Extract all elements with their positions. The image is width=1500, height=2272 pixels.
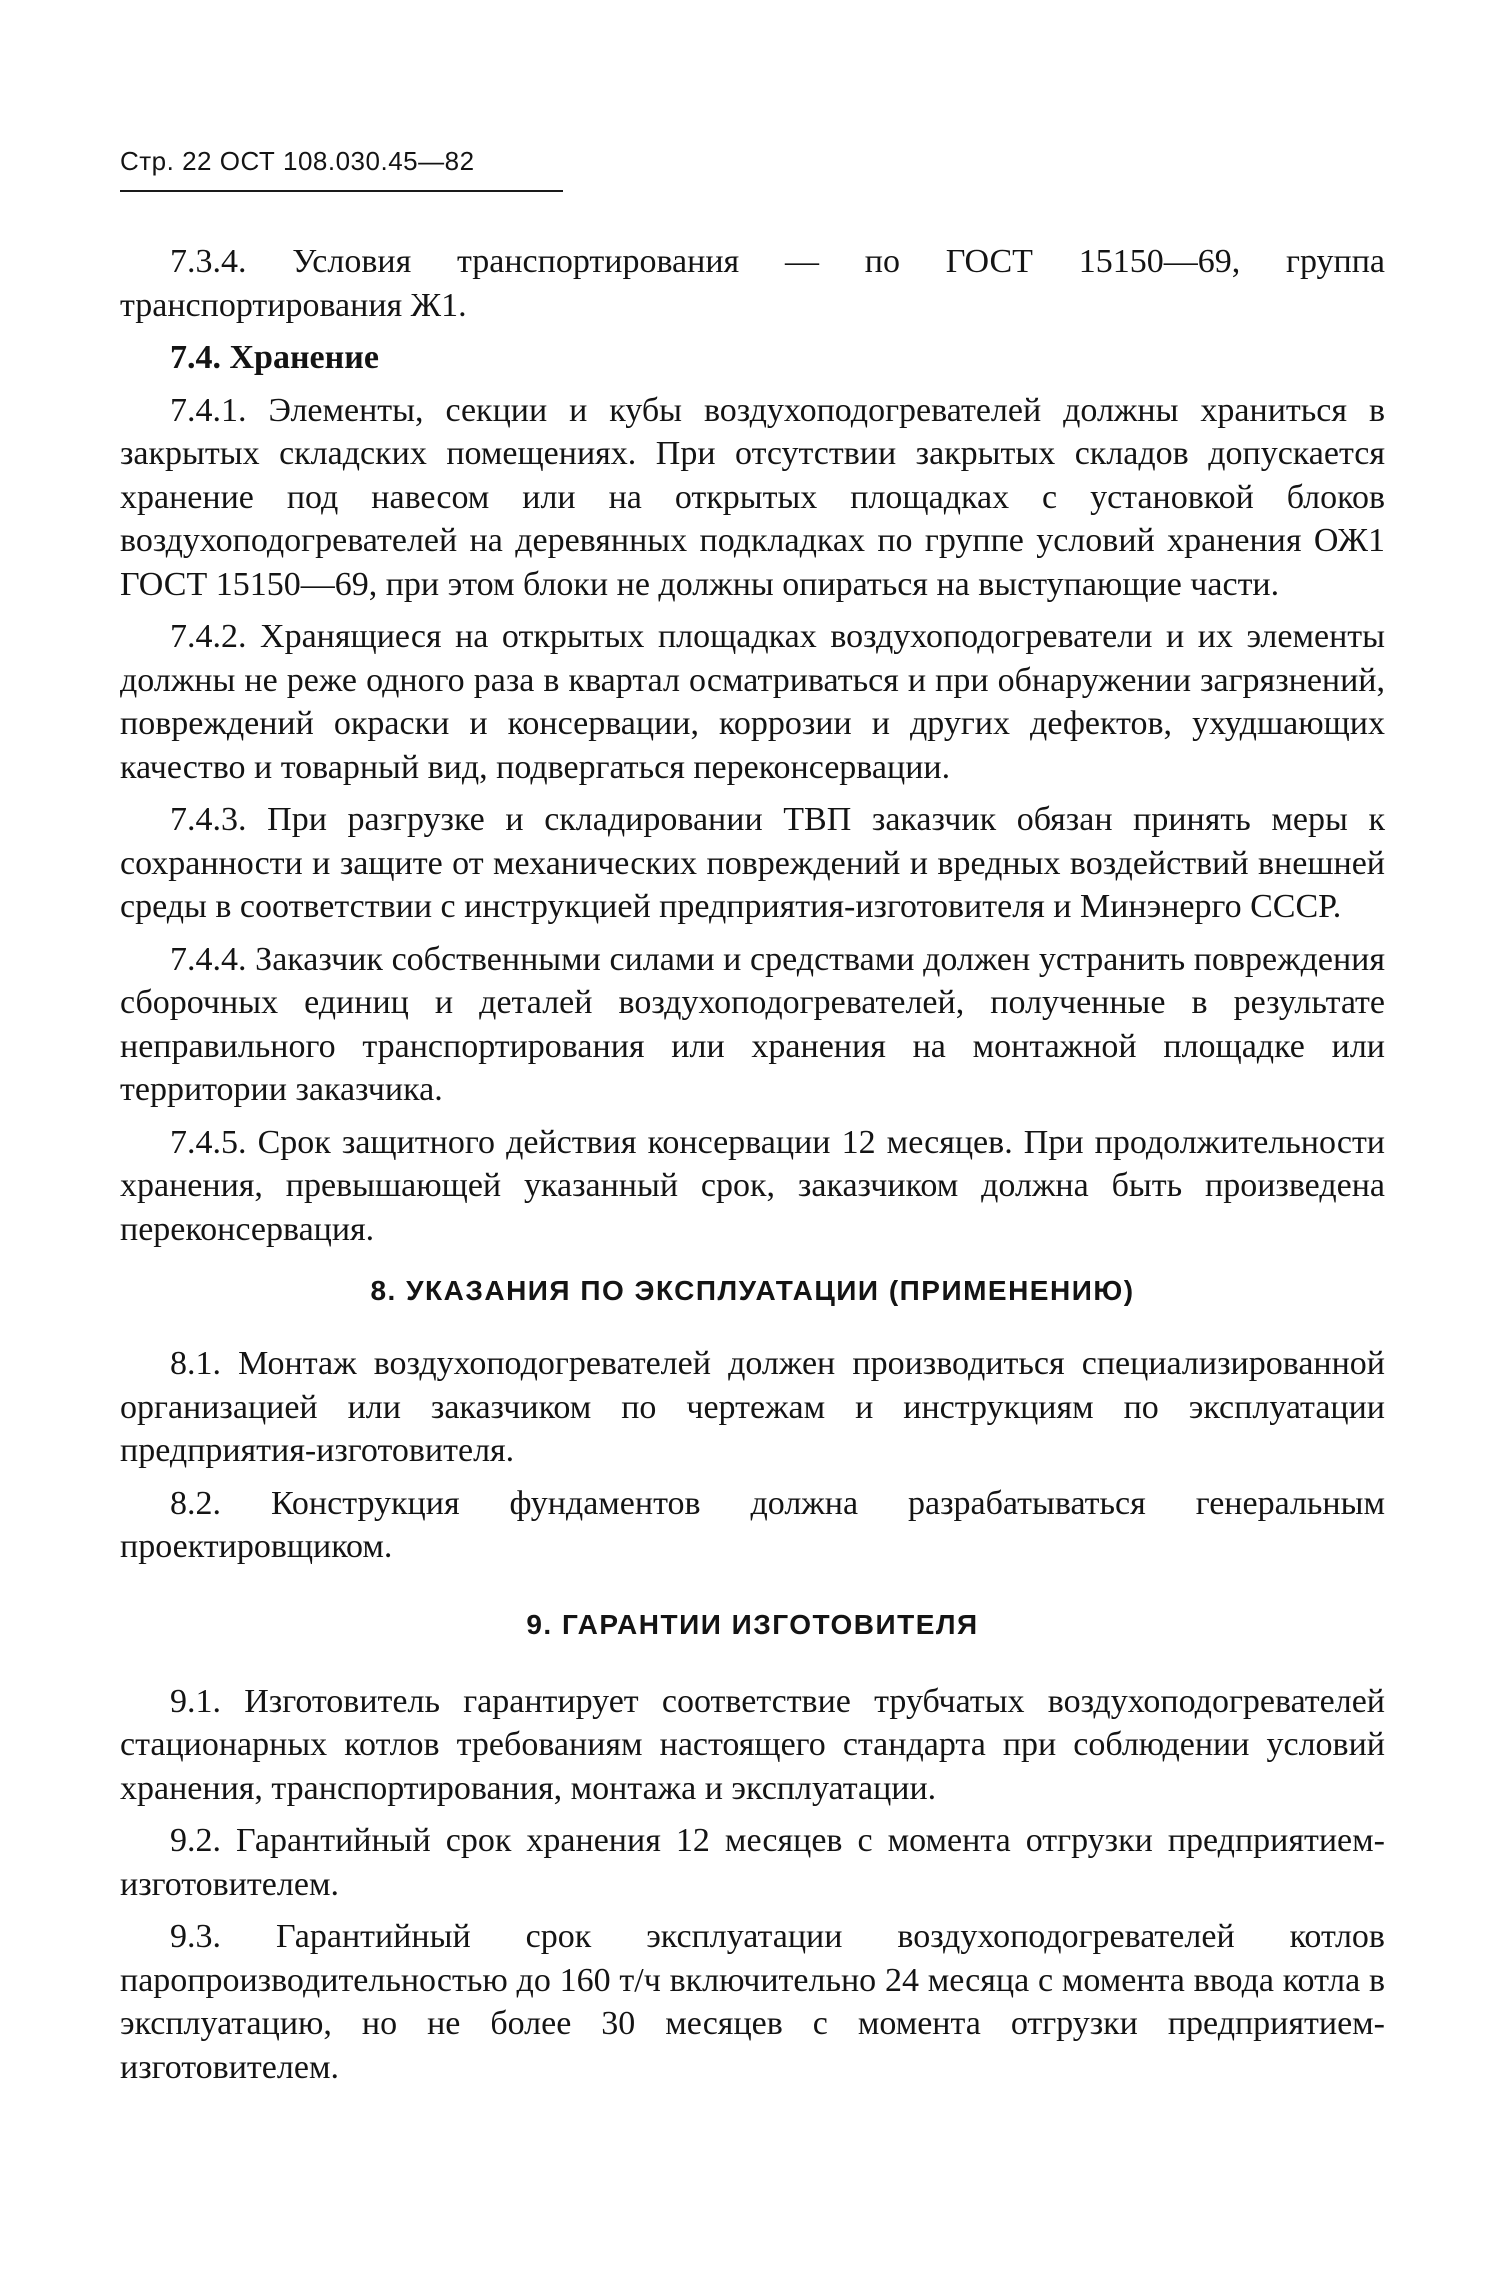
document-body <box>120 240 1385 2089</box>
page-number: Стр. 22 <box>120 146 213 176</box>
page-header <box>120 146 475 177</box>
clause-7-4-5: 7.4.5. Срок защитного действия консервации 12 месяцев. При продолжительности хранения, превышающей указанный срок, заказчиком должна быть произведена переконсервация. <box>120 1123 1385 1248</box>
clause-9-2: 9.2. Гарантийный срок хранения 12 месяцев с момента отгрузки предприятием-изготовителем. <box>120 1822 1385 1903</box>
clause-9-1: 9.1. Изготовитель гарантирует соответствие трубчатых воздухоподогревателей стационарных котлов требованиям настоящего стандарта при соблюдении условий хранения, транспортирования, монтажа и эксплуатации. <box>120 1682 1385 1807</box>
subsection-title-7-4: 7.4. Хранение <box>170 339 379 376</box>
clause-9-3: 9.3. Гарантийный срок эксплуатации воздухоподогревателей котлов паропроизводительностью до 160 т/ч включительно 24 месяца с момента ввода котла в эксплуатацию, но не более 30 месяцев с момента отгрузки предприятием-изготовителем. <box>120 1918 1385 2086</box>
clause-7-4-1: 7.4.1. Элементы, секции и кубы воздухоподогревателей должны храниться в закрытых складских помещениях. При отсутствии закрытых складов допускается хранение под навесом или на открытых площадках с установкой блоков воздухоподогревателей на деревянных подкладках по группе условий хранения ОЖ1 ГОСТ 15150—69, при этом блоки не должны опираться на выступающие части. <box>120 391 1385 603</box>
clause-8-1: 8.1. Монтаж воздухоподогревателей должен производиться специализированной организацией или заказчиком по чертежам и инструкциям по эксплуатации предприятия-изготовителя. <box>120 1345 1385 1469</box>
clause-7-4-2: 7.4.2. Хранящиеся на открытых площадках воздухоподогреватели и их элементы должны не реже одного раза в квартал осматриваться и при обнаружении загрязнений, повреждений окраски и консервации, коррозии и других дефектов, ухудшающих качество и товарный вид, подвергаться переконсервации. <box>120 618 1385 786</box>
section-title-8: 8. УКАЗАНИЯ ПО ЭКСПЛУАТАЦИИ (ПРИМЕНЕНИЮ) <box>370 1275 1135 1306</box>
section-title-9: 9. ГАРАНТИИ ИЗГОТОВИТЕЛЯ <box>526 1608 979 1640</box>
header-rule <box>120 190 563 192</box>
clause-7-4-3: 7.4.3. При разгрузке и складировании ТВП заказчик обязан принять меры к сохранности и защите от механических повреждений и вредных воздействий внешней среды в соответствии с инструкцией предприятия-изготовителя и Минэнерго СССР. <box>120 801 1385 925</box>
standard-code: ОСТ 108.030.45—82 <box>219 146 475 176</box>
clause-7-4-4: 7.4.4. Заказчик собственными силами и средствами должен устранить повреждения сборочных единиц и деталей воздухоподогревателей, полученные в результате неправильного транспортирования или хранения на монтажной площадке или территории заказчика. <box>120 940 1385 1108</box>
clause-8-2: 8.2. Конструкция фундаментов должна разрабатываться генеральным проектировщиком. <box>120 1484 1385 1565</box>
clause-7-3-4: 7.3.4. Условия транспортирования — по ГОСТ 15150—69, группа транспортирования Ж1. <box>120 243 1385 324</box>
